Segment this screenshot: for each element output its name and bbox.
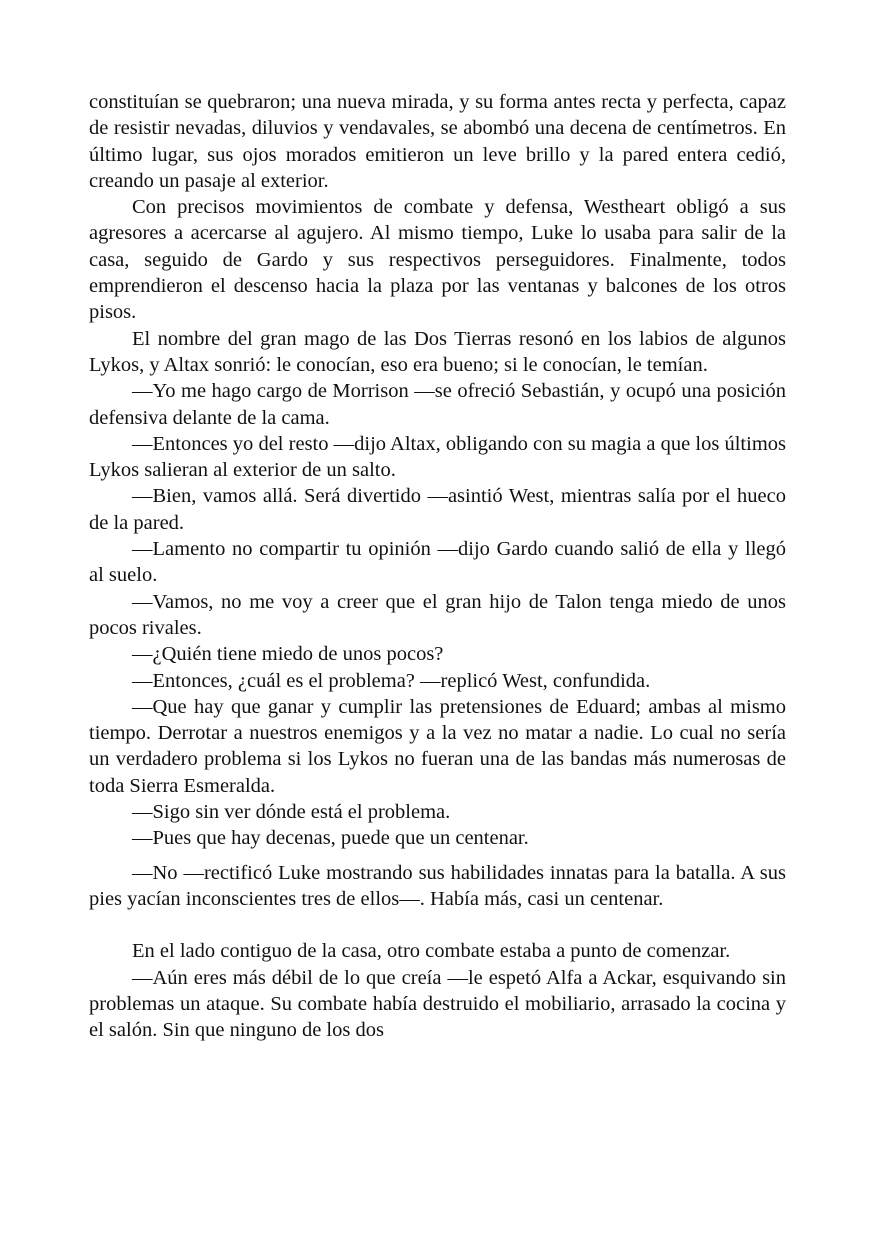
dialogue-line: —Pues que hay decenas, puede que un centenar. bbox=[132, 827, 529, 850]
dialogue-line: —Sigo sin ver dónde está el problema. bbox=[132, 801, 451, 824]
paragraph-3: El nombre del gran mago de las Dos Tierras resonó en los labios de algunos Lykos, y Altax sonrió: le conocían, eso era bueno; si le conocían, le temían. bbox=[89, 327, 786, 376]
dialogue-line: —Vamos, no me voy a creer que el gran hijo de Talon tenga miedo de unos pocos rivales. bbox=[89, 590, 786, 639]
dialogue-line: —¿Quién tiene miedo de unos pocos? bbox=[132, 643, 444, 666]
paragraph-1: constituían se quebraron; una nueva mirada, y su forma antes recta y perfecta, capaz de resistir nevadas, diluvios y vendavales, se abombó una decena de centímetros. En último lugar, sus ojos morados emitieron un leve brillo y la pared entera cedió, creando un pasaje al exterior. bbox=[89, 91, 786, 192]
scene-opening-paragraph: En el lado contiguo de la casa, otro combate estaba a punto de comenzar. bbox=[132, 940, 731, 963]
dialogue-line: —Bien, vamos allá. Será divertido —asintió West, mientras salía por el hueco de la pared. bbox=[89, 485, 786, 534]
dialogue-line: —Entonces, ¿cuál es el problema? —replicó West, confundida. bbox=[132, 669, 651, 692]
dialogue-line: —Yo me hago cargo de Morrison —se ofreció Sebastián, y ocupó una posición defensiva delante de la cama. bbox=[89, 380, 786, 429]
page-body bbox=[89, 89, 786, 1043]
dialogue-line: —Lamento no compartir tu opinión —dijo Gardo cuando salió de ella y llegó al suelo. bbox=[89, 538, 786, 587]
dialogue-line: —No —rectificó Luke mostrando sus habilidades innatas para la batalla. A sus pies yacían inconscientes tres de ellos—. Había más, casi un centenar. bbox=[89, 861, 786, 910]
dialogue-line: —Que hay que ganar y cumplir las pretensiones de Eduard; ambas al mismo tiempo. Derrotar a nuestros enemigos y a la vez no matar a nadie. Lo cual no sería un verdadero problema si los Lykos no fueran una de las bandas más numerosas de toda Sierra Esmeralda. bbox=[89, 695, 786, 797]
dialogue-line: —Entonces yo del resto —dijo Altax, obligando con su magia a que los últimos Lykos salieran al exterior de un salto. bbox=[89, 432, 786, 482]
dialogue-line: —Aún eres más débil de lo que creía —le espetó Alfa a Ackar, esquivando sin problemas un ataque. Su combate había destruido el mobiliario, arrasado la cocina y el salón. Sin que ninguno de los dos bbox=[89, 966, 786, 1042]
paragraph-2: Con precisos movimientos de combate y defensa, Westheart obligó a sus agresores a acercarse al agujero. Al mismo tiempo, Luke lo usaba para salir de la casa, seguido de Gardo y sus respectivos perseguidores. Finalmente, todos emprendieron el descenso hacia la plaza por las ventanas y balcones de los otros pisos. bbox=[89, 196, 786, 324]
